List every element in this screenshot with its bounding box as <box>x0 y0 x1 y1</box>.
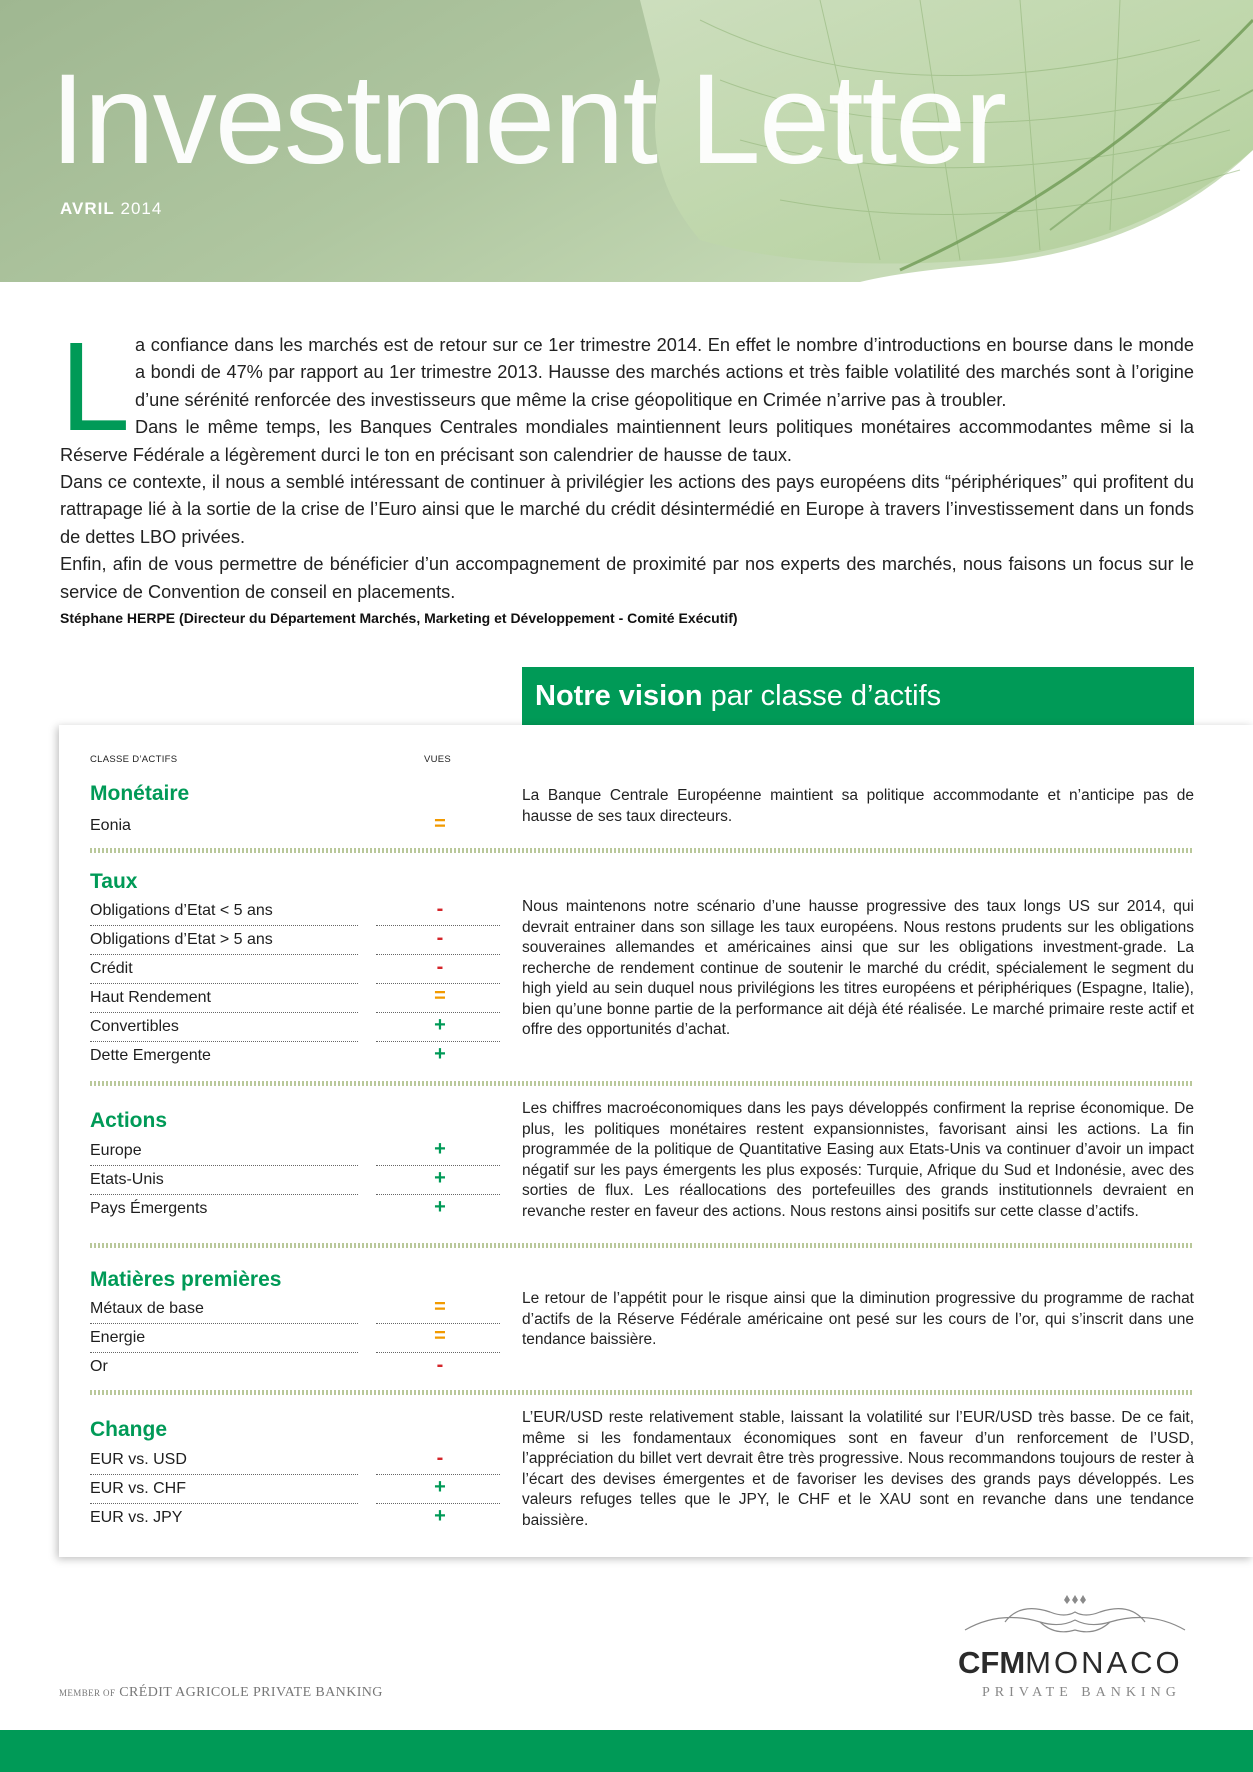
logo-private-banking: PRIVATE BANKING <box>982 1685 1181 1700</box>
category-text-matieres-premieres: Le retour de l’appétit pour le risque ainsi que la diminution progressive du programme de rachat d’actifs de la Réserve Fédérale américaine ont pesé sur les cours de l’or, qui s’inscrit dans une tendance baissière. <box>522 1290 1194 1348</box>
asset-label: Crédit <box>90 960 133 977</box>
row-rule <box>376 983 500 984</box>
asset-label: Energie <box>90 1329 146 1346</box>
issue-month: AVRIL <box>60 199 115 218</box>
logo-ornament-icon <box>960 1592 1190 1642</box>
vision-section-title <box>522 667 1194 725</box>
column-header-views: VUES <box>424 754 452 765</box>
asset-label: EUR vs. CHF <box>90 1480 186 1497</box>
intro-paragraph-4: Enfin, afin de vous permettre de bénéficier d’un accompagnement de proximité par nos experts des marchés, nous faisons un focus sur le service de Convention de conseil en placements. <box>60 554 1194 602</box>
row-rule <box>90 983 358 984</box>
row-rule <box>90 1352 358 1353</box>
category-title-actions: Actions <box>90 1109 168 1132</box>
row-rule <box>376 1474 500 1475</box>
category-text-monetaire: La Banque Centrale Européenne maintient sa politique accommodante et n’anticipe pas de hausse de ses taux directeurs. <box>522 787 1194 825</box>
section-divider <box>90 848 1194 853</box>
asset-row <box>90 1196 500 1224</box>
asset-label: Obligations d’Etat < 5 ans <box>90 902 273 919</box>
row-rule <box>376 1165 500 1166</box>
intro-paragraph-1: a confiance dans les marchés est de retour sur ce 1er trimestre 2014. En effet le nombre d’introductions en bourse dans le monde a bondi de 47% par rapport au 1er trimestre 2013. Hausse des marchés actions et très faible volatilité des marchés sont à l’origine d’une sérénité renforcée des investisseurs que même la crise géopolitique en Crimée n’arrive pas à troubler. <box>135 335 1194 410</box>
row-rule <box>90 1012 358 1013</box>
issue-date <box>60 199 162 219</box>
asset-row <box>90 985 500 1013</box>
section-divider <box>90 1081 1194 1086</box>
member-prefix: MEMBER OF <box>59 1688 116 1698</box>
category-text-actions: Les chiffres macroéconomiques dans les pays développés confirment la reprise économique. De plus, les politiques monétaires restent expansionnistes, favorisant ainsi les actions. La fin programmée de la politique de Quantitative Easing aux Etats-Unis va continuer d’avoir un impact négatif sur les pays émergents les plus exposés: Turquie, Afrique du Sud et Indonésie, avec des sorties de flux. Les réallocations des portefeuilles des grands institutionnels devraient en revanche rester en faveur des actions. Nous restons ainsi positifs sur cette classe d’actifs. <box>522 1100 1194 1220</box>
view-indicator: + <box>434 1196 446 1218</box>
intro-paragraph-2-text: Dans le même temps, les Banques Centrales mondiales maintiennent leurs politiques monétaires accommodantes même si la Réserve Fédérale a légèrement durci le ton en précisant son calendrier de hausse de taux. <box>60 417 1194 465</box>
header-banner <box>0 0 1253 282</box>
dropcap-glyph: L <box>60 332 130 432</box>
asset-row <box>90 1014 500 1042</box>
row-rule <box>90 1503 358 1504</box>
view-indicator: = <box>434 985 446 1007</box>
vision-title-rest: par classe d’actifs <box>702 680 942 712</box>
asset-row <box>90 1447 500 1475</box>
asset-row <box>90 1296 500 1324</box>
asset-label: EUR vs. USD <box>90 1451 187 1468</box>
membership-note <box>59 1685 383 1701</box>
view-indicator: + <box>434 1014 446 1036</box>
category-title-change: Change <box>90 1418 168 1441</box>
vision-title-bold: Notre vision <box>535 680 703 712</box>
row-rule <box>376 1194 500 1195</box>
asset-row <box>90 898 500 926</box>
row-rule <box>376 1323 500 1324</box>
asset-label: EUR vs. JPY <box>90 1509 183 1526</box>
asset-label: Dette Emergente <box>90 1047 211 1064</box>
intro-text <box>60 332 1194 606</box>
row-rule <box>90 954 358 955</box>
document-title: Investment Letter <box>50 48 1005 191</box>
row-rule <box>90 925 358 926</box>
asset-label: Métaux de base <box>90 1300 204 1317</box>
category-title-monetaire: Monétaire <box>90 782 190 805</box>
member-name: CRÉDIT AGRICOLE PRIVATE BANKING <box>119 1685 383 1700</box>
view-indicator: = <box>434 1325 446 1347</box>
view-indicator: - <box>436 898 444 920</box>
asset-label: Haut Rendement <box>90 989 211 1006</box>
row-rule <box>90 1041 358 1042</box>
view-indicator: = <box>434 1296 446 1318</box>
section-divider <box>90 1390 1194 1395</box>
asset-row <box>90 1476 500 1504</box>
row-rule <box>376 954 500 955</box>
category-title-matieres-premieres: Matières premières <box>90 1268 282 1291</box>
asset-row <box>90 1138 500 1166</box>
issue-year: 2014 <box>120 199 163 218</box>
asset-row <box>90 1325 500 1353</box>
view-indicator: + <box>434 1138 446 1160</box>
asset-row <box>90 1354 500 1382</box>
intro-paragraph-2 <box>60 414 1194 469</box>
row-rule <box>376 1041 500 1042</box>
row-rule <box>90 1194 358 1195</box>
asset-label: Convertibles <box>90 1018 179 1035</box>
view-indicator: + <box>434 1043 446 1065</box>
view-indicator: - <box>436 927 444 949</box>
view-indicator: - <box>436 1354 444 1376</box>
cfm-monaco-logo <box>958 1645 1183 1681</box>
asset-label: Eonia <box>90 817 131 834</box>
asset-row-eonia <box>90 813 500 841</box>
asset-row <box>90 927 500 955</box>
section-divider <box>90 1243 1194 1248</box>
asset-row <box>90 1167 500 1195</box>
intro-paragraph-3: Dans ce contexte, il nous a semblé intéressant de continuer à privilégier les actions des pays européens dits “périphériques” qui profitent du rattrapage lié à la sortie de la crise de l’Euro ainsi que le marché du crédit désintermédié en Europe à travers l’investissement dans un fonds de dettes LBO privées. <box>60 472 1194 547</box>
asset-row <box>90 1505 500 1533</box>
asset-label: Obligations d’Etat > 5 ans <box>90 931 273 948</box>
asset-label: Europe <box>90 1142 142 1159</box>
column-header-asset-class: CLASSE D’ACTIFS <box>90 754 178 765</box>
category-title-taux: Taux <box>90 870 138 893</box>
view-indicator: + <box>434 1476 446 1498</box>
logo-monaco: MONACO <box>1025 1645 1183 1680</box>
category-text-taux: Nous maintenons notre scénario d’une hausse progressive des taux longs US sur 2014, qui devrait entrainer dans son sillage les taux européens. Nous restons prudents sur les obligations souveraines allemandes et américaines ainsi que sur les obligations investment-grade. La recherche de rendement continue de soutenir le marché du crédit, spécialement le segment du high yield au sein duquel nous privilégions les titres européens et périphériques (Espagne, Italie), bien qu’une bonne partie de la performance ait déjà été réalisée. Le marché primaire reste actif et offre des opportunités d’achat. <box>522 898 1194 1038</box>
row-rule <box>90 1323 358 1324</box>
category-text-change: L’EUR/USD reste relativement stable, laissant la volatilité sur l’EUR/USD très basse. De ce fait, même si les fondamentaux économiques sont en faveur d’un renforcement de l’USD, l’appréciation du billet vert devrait être très progressive. Nous recommandons toujours de rester à l’écart des devises émergentes et de favoriser les devises des grands pays développés. Les valeurs refuges telles que le JPY, le CHF et le XAU sont en revanche dans une tendance baissière. <box>522 1409 1194 1529</box>
row-rule <box>90 1474 358 1475</box>
view-indicator: = <box>434 813 446 835</box>
logo-cfm: CFM <box>958 1645 1026 1680</box>
asset-label: Etats-Unis <box>90 1171 164 1188</box>
asset-row <box>90 1043 500 1071</box>
row-rule <box>376 1503 500 1504</box>
row-rule <box>90 1165 358 1166</box>
asset-row <box>90 956 500 984</box>
view-indicator: + <box>434 1167 446 1189</box>
row-rule <box>376 1012 500 1013</box>
view-indicator: - <box>436 1447 444 1469</box>
row-rule <box>376 1352 500 1353</box>
asset-label: Pays Émergents <box>90 1200 208 1217</box>
row-rule <box>376 925 500 926</box>
asset-label: Or <box>90 1358 108 1375</box>
view-indicator: + <box>434 1505 446 1527</box>
author-signature: Stéphane HERPE (Directeur du Département Marchés, Marketing et Développement - Comité Exécutif) <box>60 610 738 626</box>
view-indicator: - <box>436 956 444 978</box>
footer-bar <box>0 1730 1253 1772</box>
